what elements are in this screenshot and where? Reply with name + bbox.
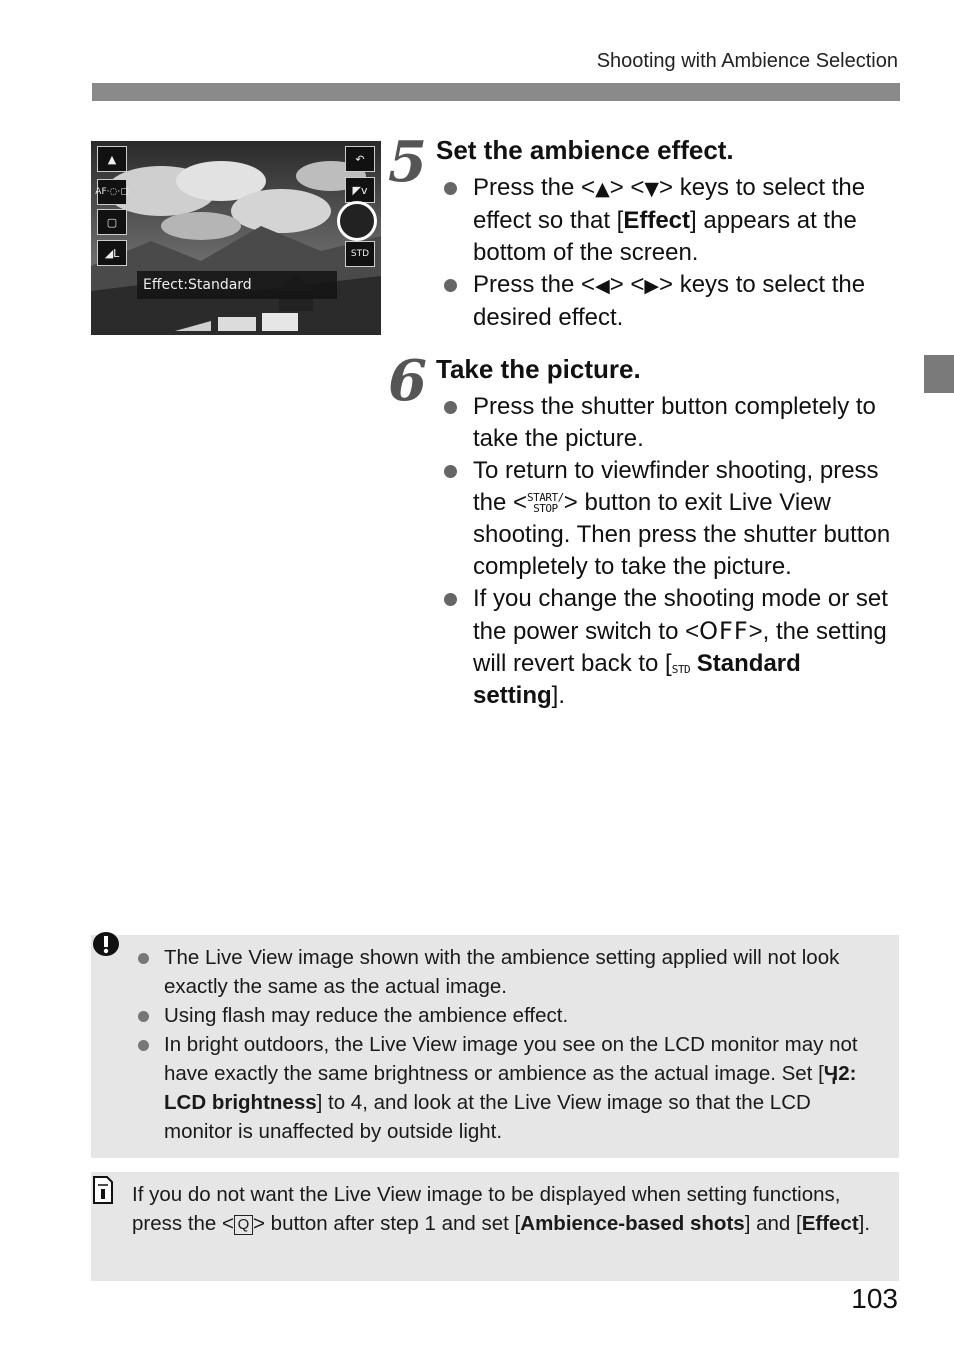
return-icon: ↶ — [345, 146, 375, 172]
list-item: Using flash may reduce the ambience effect. — [137, 1001, 882, 1030]
running-header: Shooting with Ambience Selection — [596, 50, 898, 72]
page-number: 103 — [851, 1283, 898, 1314]
effect-label: Effect:Standard — [137, 271, 337, 299]
step-title: Set the ambience effect. — [436, 135, 734, 165]
list-item: Press the <▲> <▼> keys to select the effect so that [Effect] appears at the bottom of the screen. — [437, 172, 899, 269]
q-button-icon: Q — [234, 1215, 253, 1235]
off-icon: OFF — [699, 617, 749, 645]
list-item: Press the shutter button completely to take the picture. — [437, 391, 899, 455]
list-item: The Live View image shown with the ambience setting applied will not look exactly the same as the actual image. — [137, 943, 882, 1001]
scene-icon: ▲ — [97, 146, 127, 172]
list-item: In bright outdoors, the Live View image you see on the LCD monitor may not have exactly the same brightness or ambience as the actual image. Set [Ӌ2: LCD brightness] to 4, and look at the Live View image so that the LCD monitor is unaffected by outside light. — [137, 1030, 882, 1146]
note-box — [91, 1172, 899, 1281]
step-number: 6 — [388, 348, 427, 414]
lcd-screen-image — [91, 141, 381, 335]
header-bar — [92, 83, 900, 101]
af-drive-icon: AF·◌·▢ — [97, 179, 127, 205]
note-icon — [91, 1175, 115, 1205]
note-text: If you do not want the Live View image to be displayed when setting functions, press the < Q > button after step 1 and set [Ambience-based shots] and [Effect]. — [132, 1183, 871, 1235]
ambience-icon: ◤v — [345, 177, 375, 203]
setup-tool-icon: Ӌ — [823, 1062, 839, 1085]
std-icon: STD — [345, 241, 375, 267]
chapter-tab — [924, 355, 954, 393]
caution-icon — [91, 931, 121, 961]
step-number: 5 — [388, 129, 427, 195]
step6-bullets — [437, 391, 899, 712]
list-item: Press the <◀> <▶> keys to select the desired effect. — [437, 269, 899, 334]
step5-bullets — [437, 172, 899, 334]
landscape-photo — [91, 141, 381, 335]
down-arrow-icon: ▼ — [644, 178, 660, 200]
caution-list — [137, 943, 882, 1146]
standard-icon: STD — [671, 663, 691, 676]
up-arrow-icon: ▲ — [595, 178, 610, 200]
caution-box — [91, 935, 899, 1158]
right-arrow-icon: ▶ — [644, 275, 660, 297]
list-item: To return to viewfinder shooting, press the <START/ STOP > button to exit Live View shooting. Then press the shutter button completely to take the picture. — [437, 455, 899, 583]
list-item: If you change the shooting mode or set the power switch to <OFF>, the setting will revert back to [STD Standard setting]. — [437, 583, 899, 712]
quality-icon: ◢L — [97, 240, 127, 266]
left-arrow-icon: ◀ — [595, 275, 610, 297]
frame-icon: ▢ — [97, 209, 127, 235]
dial-icon — [337, 201, 377, 241]
step-title: Take the picture. — [436, 354, 641, 384]
start-stop-icon: START/ STOP — [527, 491, 564, 515]
